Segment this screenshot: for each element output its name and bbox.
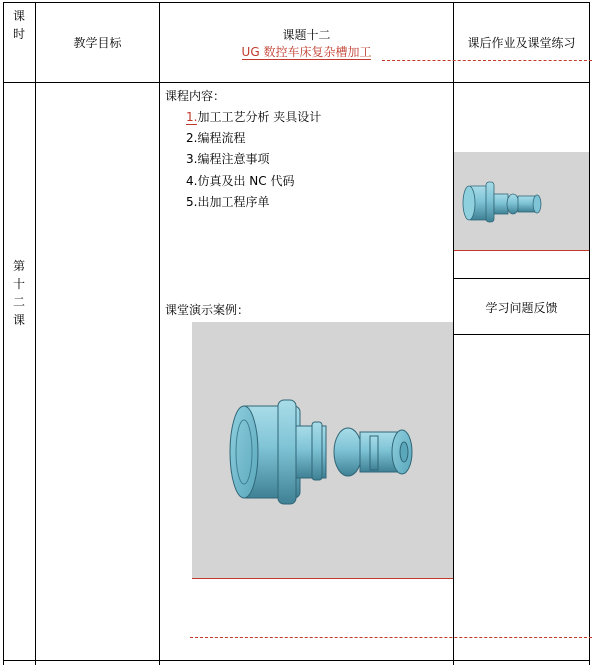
content-item-3 — [186, 152, 269, 166]
demo-case-label: 课堂演示案例： — [165, 303, 250, 317]
item-number: 2. — [186, 131, 198, 145]
content-item-5 — [186, 195, 269, 209]
col-border-0 — [3, 2, 4, 665]
item-text: 编程注意事项 — [197, 152, 270, 166]
lesson-number-label: 第十二课 — [12, 259, 25, 327]
col-border-1 — [35, 2, 36, 665]
right-divider-1 — [453, 278, 590, 279]
content-item-4 — [186, 174, 294, 188]
item-number: 1. — [186, 110, 198, 124]
turned-part-illustration — [192, 322, 453, 578]
image-underline — [192, 578, 453, 579]
table-bottom-border — [3, 660, 590, 661]
topic-subtitle-text: UG 数控车床复杂槽加工 — [241, 45, 372, 59]
right-divider-2 — [453, 334, 590, 335]
item-number: 5. — [186, 195, 198, 209]
feedback-label: 学习问题反馈 — [485, 301, 558, 315]
item-text: 仿真及出 NC 代码 — [197, 174, 295, 188]
content-item-1 — [186, 110, 321, 124]
item-text: 编程流程 — [197, 131, 246, 145]
revision-dashed-line-top — [382, 60, 592, 61]
item-text: 加工工艺分析 夹具设计 — [197, 110, 322, 124]
header-class-period: 课时 — [12, 9, 25, 41]
header-topic-subtitle — [160, 45, 453, 59]
item-text: 出加工程序单 — [197, 195, 270, 209]
content-item-2 — [186, 131, 245, 145]
revision-dashed-line-bottom — [190, 637, 592, 638]
table-top-border — [3, 2, 590, 3]
item-number: 3. — [186, 152, 198, 166]
small-part-illustration — [454, 152, 589, 250]
header-bottom-border — [3, 82, 590, 83]
header-topic-title: 课题十二 — [282, 28, 331, 42]
homework-part-image — [454, 152, 589, 250]
header-teaching-goals: 教学目标 — [73, 36, 122, 50]
demo-part-image — [192, 322, 453, 578]
col-border-2 — [159, 2, 160, 665]
small-image-underline — [454, 250, 589, 251]
content-heading: 课程内容： — [165, 89, 226, 103]
item-number: 4. — [186, 174, 198, 188]
header-homework: 课后作业及课堂练习 — [467, 36, 576, 50]
